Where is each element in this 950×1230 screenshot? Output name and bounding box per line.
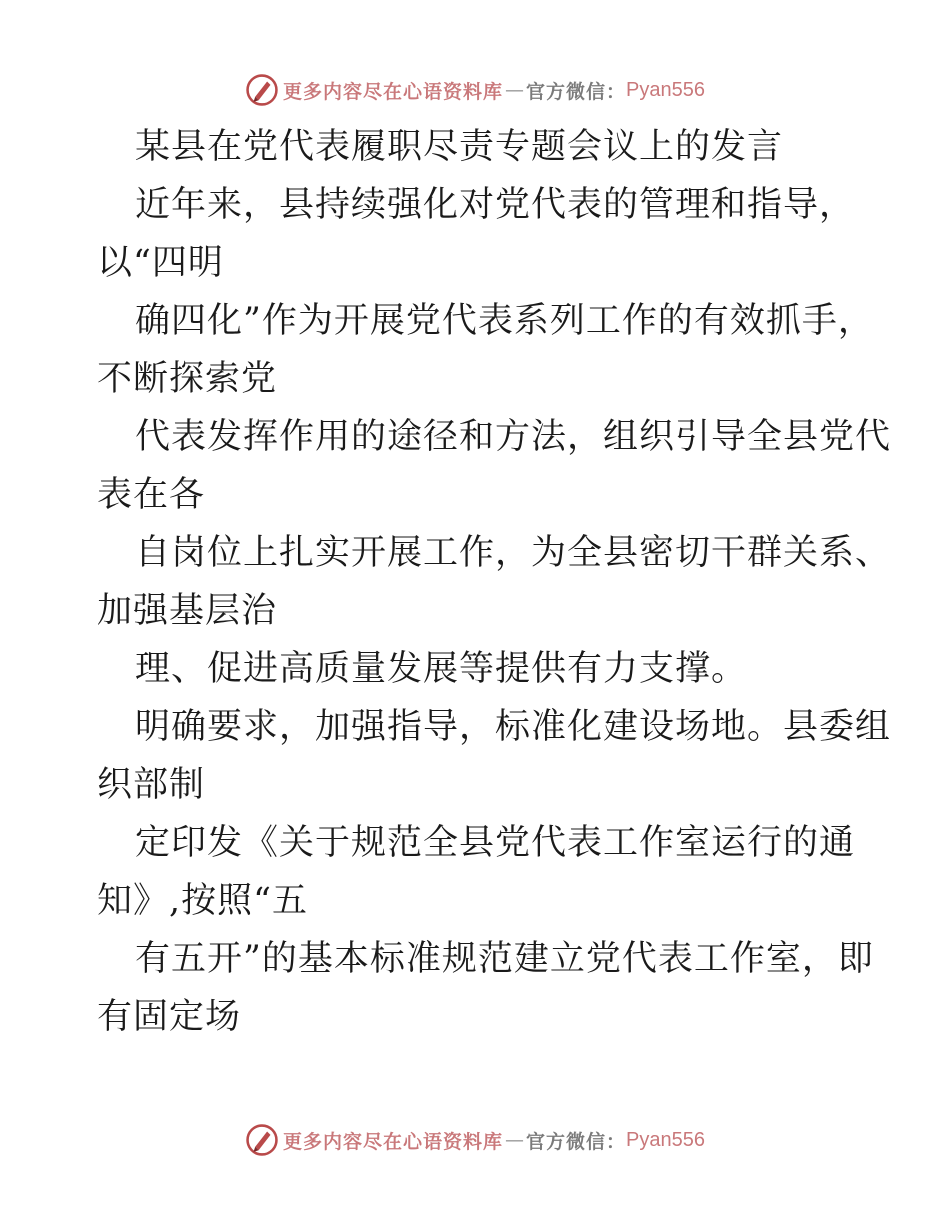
text-line: 定印发《关于规范全县党代表工作室运行的通 xyxy=(135,823,856,863)
text-line: 近年来，县持续强化对党代表的管理和指导， xyxy=(135,185,856,225)
text-line: 知》,按照“五 xyxy=(97,881,309,921)
text-line: 明确要求，加强指导，标准化建设场地。县委组 xyxy=(135,707,892,747)
watermark-account-id: Pyan556 xyxy=(626,78,705,101)
text-line: 有五开”的基本标准规范建立党代表工作室，即 xyxy=(135,939,874,979)
watermark-dash: — xyxy=(505,1129,525,1151)
pen-logo-icon xyxy=(245,73,279,107)
watermark-text: 更多内容尽在心语资料库 xyxy=(283,80,504,103)
text-line: 表在各 xyxy=(97,475,206,515)
text-line: 有固定场 xyxy=(97,997,242,1037)
text-line: 确四化”作为开展党代表系列工作的有效抓手， xyxy=(135,301,874,341)
watermark-dash: — xyxy=(505,79,525,101)
header-watermark xyxy=(0,70,950,110)
text-line: 理、促进高质量发展等提供有力支撑。 xyxy=(135,649,748,689)
text-line: 以“四明 xyxy=(97,243,224,283)
watermark-account-label: 官方微信： xyxy=(526,80,627,103)
text-line: 织部制 xyxy=(97,765,206,805)
text-line: 代表发挥作用的途径和方法，组织引导全县党代 xyxy=(135,417,892,457)
pen-logo-icon xyxy=(245,1123,279,1157)
text-line: 不断探索党 xyxy=(97,359,278,399)
watermark-account-id: Pyan556 xyxy=(626,1128,705,1151)
footer-watermark xyxy=(0,1120,950,1160)
text-line: 加强基层治 xyxy=(97,591,278,631)
watermark-account-label: 官方微信： xyxy=(526,1130,627,1153)
text-line: 自岗位上扎实开展工作，为全县密切干群关系、 xyxy=(135,533,892,573)
document-title: 某县在党代表履职尽责专题会议上的发言 xyxy=(135,127,784,167)
watermark-text: 更多内容尽在心语资料库 xyxy=(283,1130,504,1153)
